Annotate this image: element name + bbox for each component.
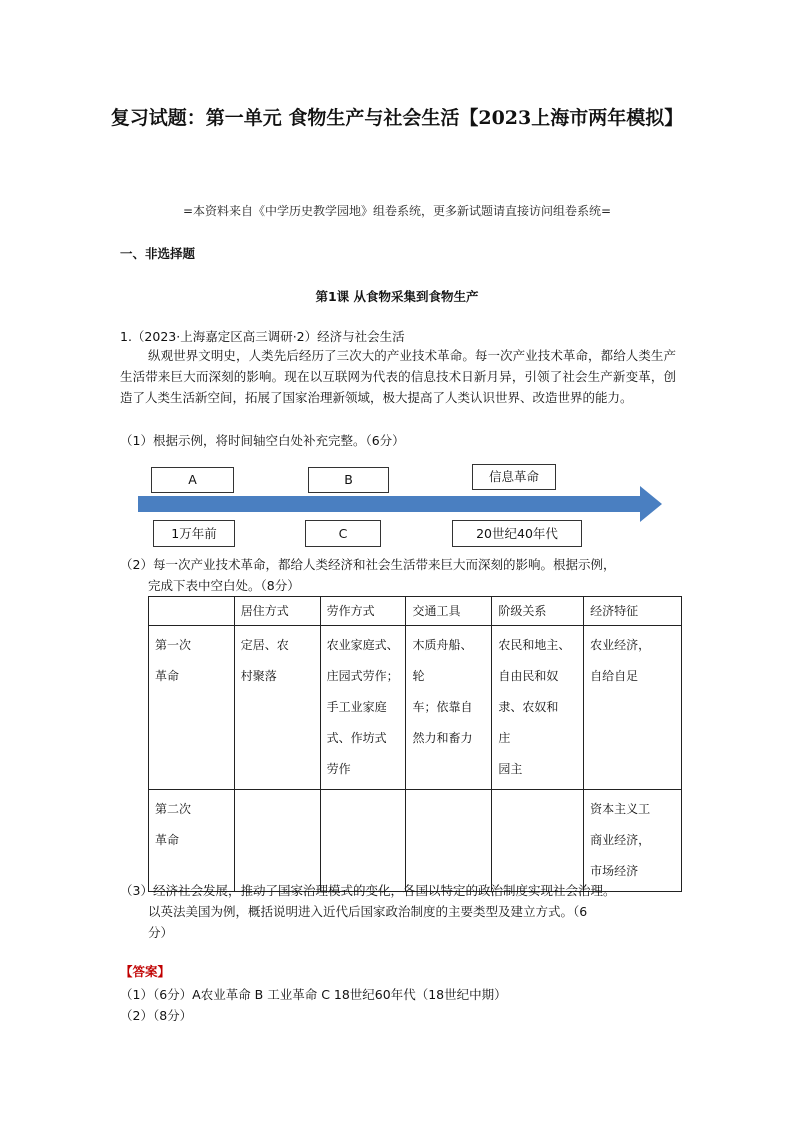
table-cell-line: 村聚落: [240, 669, 277, 683]
question-paragraph: 纵观世界文明史，人类先后经历了三次大的产业技术革命。每一次产业技术革命，都给人类生产生活带来巨大而深刻的影响。现在以互联网为代表的信息技术日新月异，引领了社会生产新变革，创造了人类生活新空间，拓展了国家治理新领域，极大提高了人类认识世界、改造世界的能力。: [120, 348, 676, 405]
table-cell-line: 自给自足: [590, 669, 639, 683]
timeline-box-10000-years: 1万年前: [153, 520, 235, 547]
table-header-cell: 交通工具: [406, 597, 492, 626]
table-header-cell: 居住方式: [234, 597, 320, 626]
table-cell-line: 第二次: [155, 802, 192, 816]
table-cell: [406, 626, 492, 790]
table-cell: [149, 790, 235, 892]
table-cell-line: 革命: [155, 833, 180, 847]
table-cell: [584, 790, 682, 892]
table-cell-line: 隶、农奴和: [498, 700, 559, 714]
table-cell-line: 定居、农: [240, 638, 289, 652]
answer-line-1: （1）（6分）A农业革命 B 工业革命 C 18世纪60年代（18世纪中期）: [120, 987, 507, 1002]
table-cell: [584, 626, 682, 790]
table-cell-line: 第一次: [155, 638, 192, 652]
section-heading: 一、非选择题: [120, 246, 196, 261]
timeline-box-b: B: [308, 467, 389, 493]
table-cell-line: 式、作坊式: [326, 731, 387, 745]
table-cell-line: 劳作: [326, 762, 351, 776]
table-cell-line: 手工业家庭: [326, 700, 387, 714]
source-note: =本资料来自《中学历史教学园地》组卷系统，更多新试题请直接访问组卷系统=: [182, 204, 612, 218]
subquestion-3-line1: （3）经济社会发展，推动了国家治理模式的变化，各国以特定的政治制度实现社会治理。: [120, 883, 616, 898]
table-cell: [234, 790, 320, 892]
subquestion-2-line2: 完成下表中空白处。（8分）: [148, 578, 300, 593]
answer-tag: 【答案】: [120, 964, 171, 979]
table-row: [149, 790, 682, 892]
subquestion-2-line1: （2）每一次产业技术革命，都给人类经济和社会生活带来巨大而深刻的影响。根据示例，: [120, 557, 616, 572]
table-cell-line: 轮: [412, 669, 425, 683]
table-cell-line: 车；依靠自: [412, 700, 473, 714]
timeline-box-c: C: [305, 520, 381, 547]
table-cell-line: 自由民和奴: [498, 669, 559, 683]
table-cell-line: 园主: [498, 762, 523, 776]
table-cell-line: 农业经济，: [590, 638, 651, 652]
revolution-table: [148, 596, 682, 892]
table-cell: [320, 790, 406, 892]
answer-line-2: （2）（8分）: [120, 1008, 193, 1023]
timeline-box-info-revolution: 信息革命: [472, 464, 556, 490]
table-row: [149, 626, 682, 790]
timeline-box-a: A: [151, 467, 234, 493]
page-title: 复习试题：第一单元 食物生产与社会生活【2023上海市两年模拟】: [110, 107, 684, 129]
table-cell: [492, 626, 584, 790]
table-cell-line: 然力和畜力: [412, 731, 473, 745]
table-cell-line: 资本主义工: [590, 802, 651, 816]
table-cell-line: 庄园式劳作；: [326, 669, 399, 683]
table-cell-line: 木质舟船、: [412, 638, 473, 652]
table-header-cell: [149, 597, 235, 626]
table-cell: [492, 790, 584, 892]
question-header: 1.（2023·上海嘉定区高三调研·2）经济与社会生活: [120, 329, 405, 344]
table-cell-line: 革命: [155, 669, 180, 683]
table-header-cell: 经济特征: [584, 597, 682, 626]
table-cell: [149, 626, 235, 790]
table-header-row: [149, 597, 682, 626]
table-cell: [406, 790, 492, 892]
table-cell-line: 商业经济，: [590, 833, 651, 847]
subquestion-3-line3: 分）: [148, 925, 174, 940]
timeline-box-1940s: 20世纪40年代: [452, 520, 582, 547]
table-cell-line: 庄: [498, 731, 511, 745]
table-header-cell: 劳作方式: [320, 597, 406, 626]
table-cell-line: 农业家庭式、: [326, 638, 399, 652]
table-cell: [234, 626, 320, 790]
table-cell-line: 市场经济: [590, 864, 639, 878]
subquestion-3-line2: 以英法美国为例，概括说明进入近代后国家政治制度的主要类型及建立方式。（6: [148, 904, 588, 919]
subquestion-1: （1）根据示例，将时间轴空白处补充完整。（6分）: [120, 433, 405, 448]
table-cell-line: 农民和地主、: [498, 638, 571, 652]
lesson-heading: 第1课 从食物采集到食物生产: [315, 289, 479, 304]
table-cell: [320, 626, 406, 790]
table-header-cell: 阶级关系: [492, 597, 584, 626]
